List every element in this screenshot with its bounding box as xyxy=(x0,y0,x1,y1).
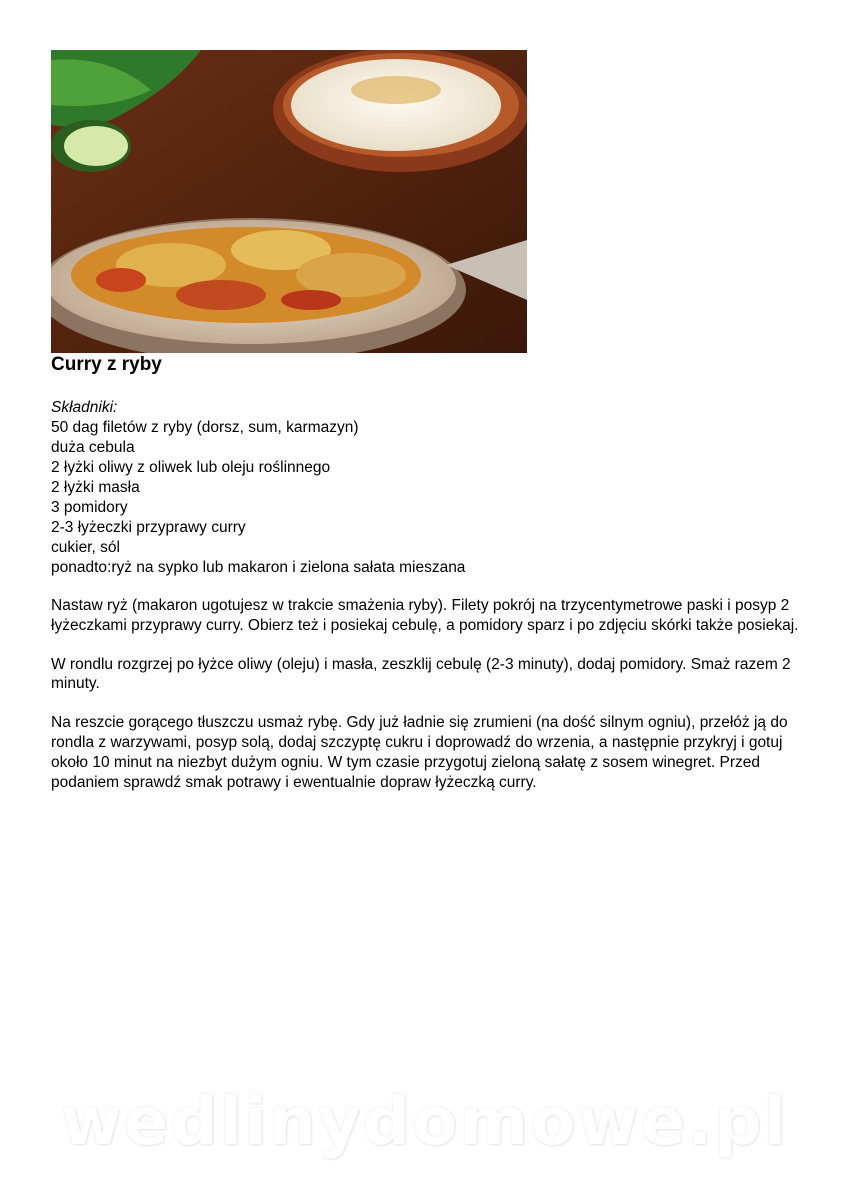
recipe-photo xyxy=(51,50,527,353)
ingredient-item: 2 łyżki masła xyxy=(51,479,140,496)
site-watermark: wedlinydomowe.pl xyxy=(60,1083,789,1160)
step-paragraph: Na reszcie gorącego tłuszczu usmaż rybę. Gdy już ładnie się zrumieni (na dość silnym ogniu), przełóż ją do rondla z warzywami, posyp solą, dodaj szczyptę cukru i doprowadź do wrzenia, a następnie przykryj i gotuj około 10 minut na niezbyt dużym ogniu. W tym czasie przygotuj zieloną sałatę z sosem winegret. Przed podaniem sprawdź smak potrawy i ewentualnie dopraw łyżeczką curry. xyxy=(51,714,788,791)
step-paragraph: Nastaw ryż (makaron ugotujesz w trakcie smażenia ryby). Filety pokrój na trzycentymetrowe paski i posyp 2 łyżeczkami przyprawy curry. Obierz też i posiekaj cebulę, a pomidory sparz i po zdjęciu skórki także posiekaj. xyxy=(51,597,799,634)
ingredient-item: 50 dag filetów z ryby (dorsz, sum, karmazyn) xyxy=(51,419,359,436)
recipe-title: Curry z ryby xyxy=(51,354,162,375)
ingredients-section xyxy=(51,398,465,578)
ingredient-item: 3 pomidory xyxy=(51,499,128,516)
ingredient-item: ponadto:ryż na sypko lub makaron i zielona sałata mieszana xyxy=(51,559,466,576)
ingredient-item: cukier, sól xyxy=(51,539,120,556)
preparation-steps xyxy=(51,596,811,811)
ingredient-item: duża cebula xyxy=(51,439,135,456)
ingredient-item: 2-3 łyżeczki przyprawy curry xyxy=(51,519,246,536)
ingredient-item: 2 łyżki oliwy z oliwek lub oleju roślinnego xyxy=(51,459,331,476)
ingredients-label: Składniki: xyxy=(51,399,118,416)
step-paragraph: W rondlu rozgrzej po łyżce oliwy (oleju) i masła, zeszklij cebulę (2-3 minuty), dodaj pomidory. Smaż razem 2 minuty. xyxy=(51,655,791,693)
